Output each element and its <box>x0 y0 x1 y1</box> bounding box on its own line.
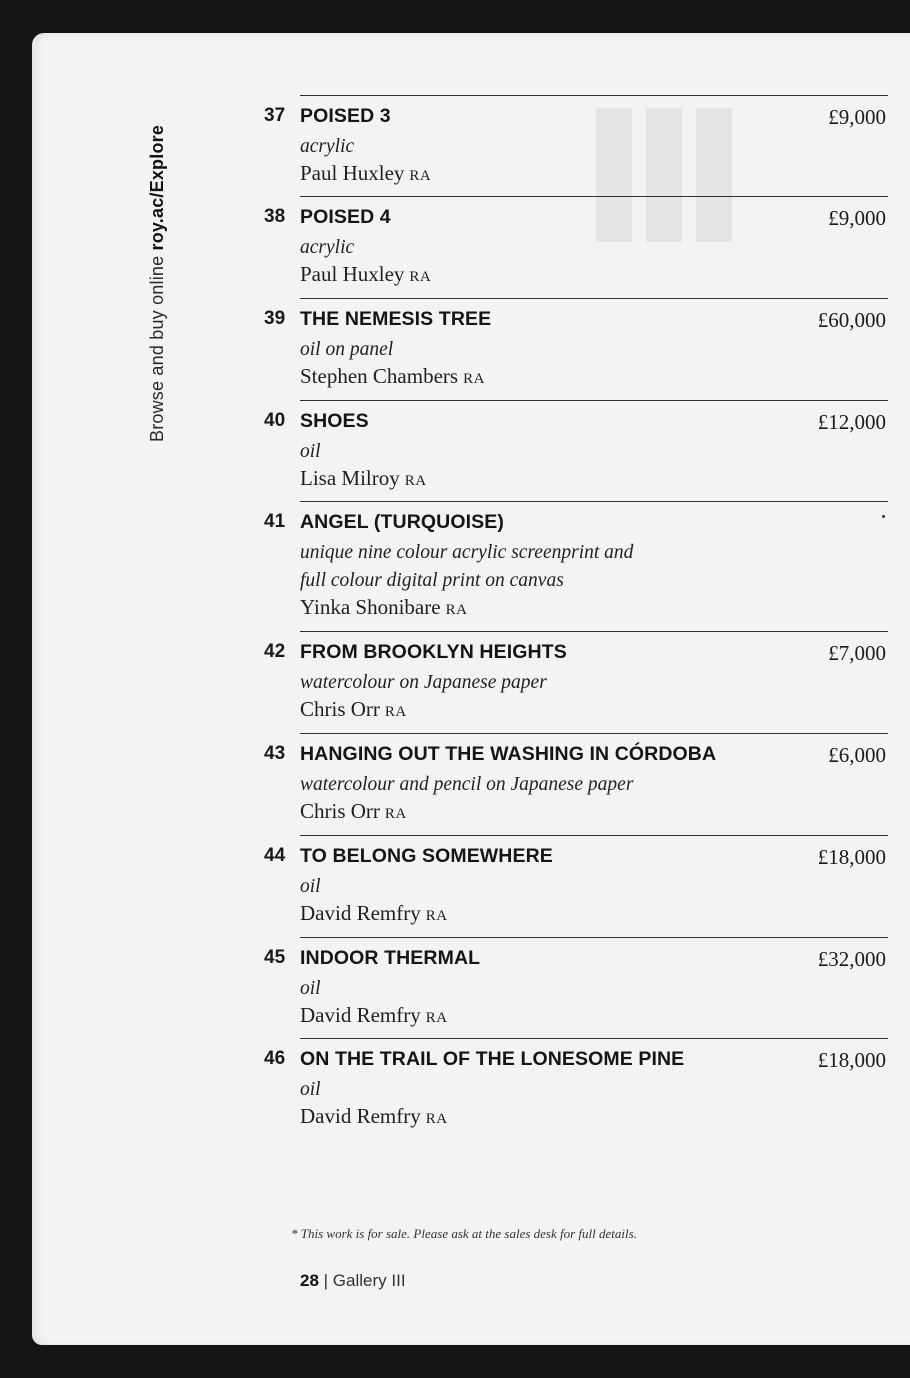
entry-number: 44 <box>264 845 286 866</box>
catalogue-entry <box>264 196 888 296</box>
entry-artist <box>300 364 485 389</box>
catalogue-entry <box>264 937 888 1037</box>
entry-medium: unique nine colour acrylic screenprint and full colour digital print on canvas <box>300 542 634 591</box>
artist-name: David Remfry <box>300 1003 421 1027</box>
entry-medium: watercolour and pencil on Japanese paper <box>300 774 634 795</box>
entry-divider <box>300 400 888 401</box>
entry-title: POISED 4 <box>300 206 391 228</box>
entry-artist <box>300 799 407 824</box>
entry-price: £18,000 <box>817 1048 886 1072</box>
sidebar-link[interactable]: roy.ac/Explore <box>147 124 167 251</box>
entry-divider <box>300 196 888 197</box>
artist-name: Chris Orr <box>300 799 380 823</box>
entry-number: 39 <box>264 308 286 329</box>
artist-suffix: RA <box>384 806 407 822</box>
entry-number: 45 <box>264 947 286 968</box>
entry-number: 41 <box>264 511 286 532</box>
entry-number: 42 <box>264 641 286 662</box>
entry-price: £6,000 <box>828 743 886 767</box>
artist-suffix: RA <box>425 908 448 924</box>
catalogue-entry <box>264 631 888 731</box>
entry-divider <box>300 733 888 734</box>
catalogue-entry <box>264 400 888 500</box>
sale-footnote: * This work is for sale. Please ask at the sales desk for full details. <box>291 1226 637 1241</box>
entry-medium: oil on panel <box>300 339 394 360</box>
gallery-name: Gallery III <box>332 1271 406 1290</box>
artist-suffix: RA <box>425 1111 448 1127</box>
entry-medium: oil <box>300 876 321 897</box>
sale-marker <box>882 515 885 518</box>
entry-number: 43 <box>264 743 286 764</box>
entry-number: 46 <box>264 1048 286 1069</box>
entry-number: 37 <box>264 105 286 126</box>
artist-suffix: RA <box>425 1010 448 1026</box>
entry-artist <box>300 697 407 722</box>
entry-divider <box>300 501 888 502</box>
entry-number: 40 <box>264 410 286 431</box>
artist-name: David Remfry <box>300 901 421 925</box>
artist-name: Paul Huxley <box>300 262 405 286</box>
entry-price: £12,000 <box>817 410 886 434</box>
entry-medium: oil <box>300 978 321 999</box>
artist-suffix: RA <box>445 602 468 618</box>
entry-medium: acrylic <box>300 136 355 157</box>
sidebar-prefix: Browse and buy online <box>147 250 167 442</box>
entry-price: £9,000 <box>828 105 886 129</box>
entry-medium: oil <box>300 441 321 462</box>
entry-medium: watercolour on Japanese paper <box>300 672 547 693</box>
artist-suffix: RA <box>409 168 432 184</box>
artist-name: Stephen Chambers <box>300 364 459 388</box>
catalogue-entry <box>264 1038 888 1138</box>
entry-price: £32,000 <box>817 947 886 971</box>
artist-suffix: RA <box>463 371 485 387</box>
entry-title: INDOOR THERMAL <box>300 947 481 969</box>
catalogue-entry <box>264 835 888 935</box>
entry-title: FROM BROOKLYN HEIGHTS <box>300 641 567 663</box>
catalogue-entry <box>264 501 888 629</box>
entry-divider <box>300 1038 888 1039</box>
entry-title: SHOES <box>300 410 369 432</box>
footer-separator: | <box>318 1271 333 1290</box>
page-footer <box>300 1271 406 1291</box>
artist-name: Yinka Shonibare <box>300 595 441 619</box>
entry-divider <box>300 937 888 938</box>
entry-artist <box>300 161 431 186</box>
entry-artist <box>300 901 448 926</box>
sidebar-browse-text <box>147 125 168 442</box>
artist-suffix: RA <box>404 473 427 489</box>
entry-title: ANGEL (TURQUOISE) <box>300 511 504 533</box>
entry-title: THE NEMESIS TREE <box>300 308 492 330</box>
entry-artist <box>300 1104 448 1129</box>
artist-name: Paul Huxley <box>300 161 405 185</box>
entry-title: HANGING OUT THE WASHING IN CÓRDOBA <box>300 743 717 765</box>
catalogue-entry <box>264 298 888 398</box>
entry-price: £9,000 <box>828 206 886 230</box>
entry-artist <box>300 466 427 491</box>
entry-price: £7,000 <box>828 641 886 665</box>
artist-name: Lisa Milroy <box>300 466 400 490</box>
artist-suffix: RA <box>384 704 407 720</box>
artist-name: David Remfry <box>300 1104 421 1128</box>
entry-divider <box>300 95 888 96</box>
entry-title: TO BELONG SOMEWHERE <box>300 845 553 867</box>
catalogue-entry <box>264 733 888 833</box>
entry-divider <box>300 298 888 299</box>
entry-title: ON THE TRAIL OF THE LONESOME PINE <box>300 1048 685 1070</box>
entry-artist <box>300 595 467 620</box>
entry-artist <box>300 262 431 287</box>
catalogue-entry <box>264 95 888 195</box>
entry-title: POISED 3 <box>300 105 391 127</box>
entry-divider <box>300 835 888 836</box>
artist-name: Chris Orr <box>300 697 380 721</box>
page-number: 28 <box>300 1271 319 1290</box>
entry-number: 38 <box>264 206 286 227</box>
entry-divider <box>300 631 888 632</box>
artist-suffix: RA <box>409 269 432 285</box>
entry-medium: oil <box>300 1079 321 1100</box>
entry-price: £60,000 <box>817 308 886 332</box>
entry-medium: acrylic <box>300 237 355 258</box>
entry-artist <box>300 1003 448 1028</box>
entry-price: £18,000 <box>817 845 886 869</box>
